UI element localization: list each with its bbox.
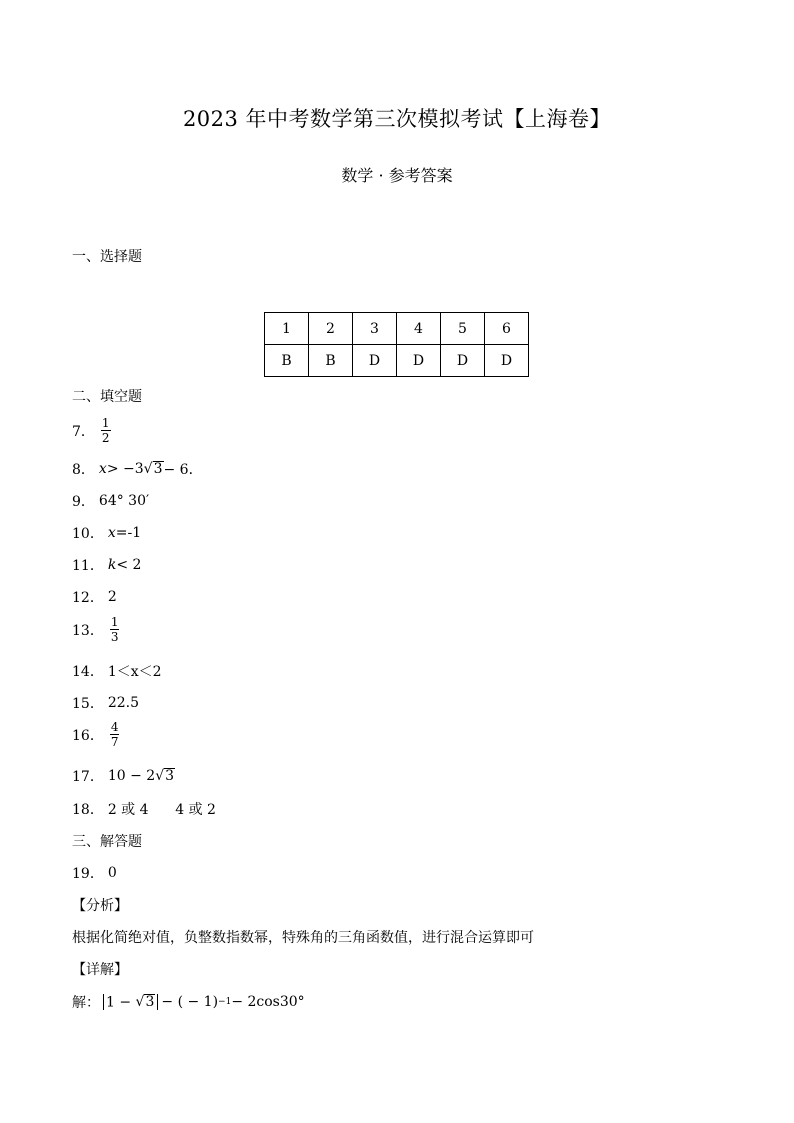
abs-content: 1 − (106, 994, 136, 1011)
table-cell: 6 (485, 313, 529, 345)
answer-q15 (72, 693, 139, 713)
table-cell: 5 (441, 313, 485, 345)
answer-text: 22.5 (107, 695, 139, 711)
section-choice-heading: 一、选择题 (72, 249, 142, 265)
answer-q16 (72, 721, 119, 748)
answer-q8 (72, 459, 203, 479)
section-solve-heading: 三、解答题 (72, 834, 142, 850)
table-cell: D (397, 345, 441, 377)
solution-line (72, 992, 305, 1012)
question-number: 17． (72, 769, 104, 785)
table-cell: D (353, 345, 397, 377)
answer-text: 1＜x＜2 (107, 664, 162, 680)
table-cell: 4 (397, 313, 441, 345)
page-subtitle: 数学 · 参考答案 (341, 166, 453, 185)
analysis-text: 根据化简绝对值，负整数指数幂，特殊角的三角函数值，进行混合运算即可 (72, 930, 534, 946)
answer-text: < 2 (116, 557, 142, 573)
absolute-value (103, 994, 158, 1010)
answer-q9 (72, 491, 149, 511)
power-base: − ( − 1) (161, 994, 219, 1010)
question-number: 15． (72, 696, 104, 712)
table-row (265, 345, 529, 377)
question-number: 9． (72, 494, 95, 510)
answer-q19 (72, 863, 117, 883)
analysis-heading: 【分析】 (72, 898, 128, 914)
section-fill-heading: 二、填空题 (72, 389, 142, 405)
table-cell: B (309, 345, 353, 377)
question-number: 12． (72, 590, 104, 606)
fraction (110, 616, 120, 643)
fraction (101, 417, 111, 444)
question-number: 13． (72, 622, 104, 639)
answer-table (264, 312, 529, 377)
radical-sign-icon: √ (143, 461, 153, 478)
question-number: 10． (72, 526, 104, 542)
square-root (144, 461, 164, 477)
answer-text: =-1 (115, 525, 142, 541)
radicand: 3 (145, 993, 155, 1010)
tail-text: − 2cos30° (231, 994, 305, 1010)
answer-text: 64° 30′ (98, 493, 150, 509)
answer-text: 10 − 2 (107, 768, 156, 784)
radicand: 3 (165, 767, 175, 784)
answer-q17 (72, 766, 175, 786)
page-title: 2023 年中考数学第三次模拟考试【上海卷】 (182, 107, 612, 131)
denominator: 2 (101, 431, 110, 445)
tail-text: − 6． (163, 462, 203, 478)
question-number: 16． (72, 727, 104, 744)
table-cell: D (441, 345, 485, 377)
radical-sign-icon: √ (155, 768, 165, 785)
table-cell: 2 (309, 313, 353, 345)
answer-q13 (72, 616, 119, 643)
question-number: 8． (72, 462, 95, 478)
table-row (265, 313, 529, 345)
table-cell: 3 (353, 313, 397, 345)
answer-q11 (72, 555, 141, 575)
variable: k (107, 557, 117, 573)
radicand: 3 (153, 460, 163, 477)
answer-q14 (72, 661, 162, 681)
numerator: 1 (110, 615, 119, 629)
question-number: 7． (72, 423, 95, 440)
square-root (155, 768, 175, 784)
variable: x (107, 525, 116, 541)
answer-text: 2 (107, 589, 117, 605)
answer-q18 (72, 799, 216, 819)
table-cell: 1 (265, 313, 309, 345)
radical-sign-icon: √ (135, 994, 145, 1011)
operator: > −3 (106, 461, 144, 477)
answer-q10 (72, 523, 141, 543)
variable: x (98, 461, 107, 477)
square-root (136, 994, 156, 1010)
answer-text: 2 或 4 4 或 2 (107, 802, 216, 818)
question-number: 19． (72, 866, 104, 882)
denominator: 3 (110, 630, 119, 644)
denominator: 7 (110, 735, 119, 749)
question-number: 14． (72, 664, 104, 680)
fraction (110, 721, 120, 748)
table-cell: B (265, 345, 309, 377)
answer-text: 0 (107, 865, 117, 881)
answer-q12 (72, 587, 117, 607)
solution-label: 解： (72, 995, 100, 1011)
numerator: 1 (101, 416, 110, 430)
table-cell: D (485, 345, 529, 377)
numerator: 4 (110, 720, 119, 734)
detail-heading: 【详解】 (72, 962, 128, 978)
question-number: 11． (72, 558, 104, 574)
answer-q7 (72, 417, 111, 444)
question-number: 18． (72, 802, 104, 818)
exponent: −1 (218, 997, 232, 1007)
